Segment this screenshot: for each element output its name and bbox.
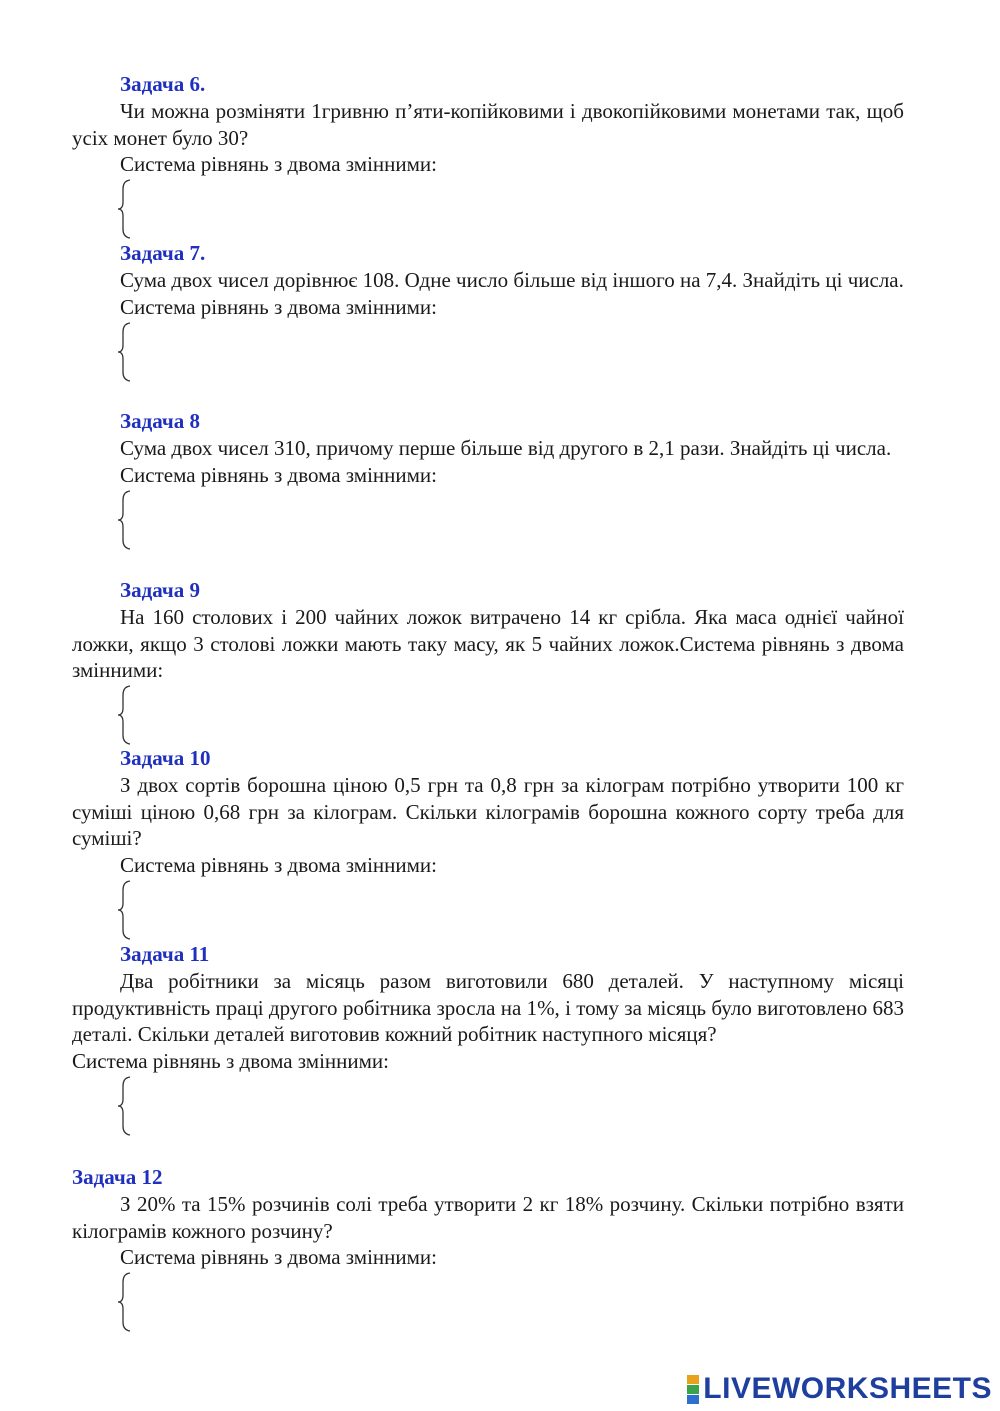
task-6 bbox=[72, 71, 904, 240]
task-12 bbox=[72, 1164, 904, 1333]
curly-brace-icon bbox=[116, 1271, 146, 1333]
task-title: Задача 6. bbox=[120, 72, 206, 96]
logo-block bbox=[687, 1385, 699, 1394]
logo-block bbox=[687, 1395, 699, 1404]
equation-system-answer[interactable] bbox=[116, 684, 146, 746]
system-label: Система рівнянь з двома змінними: bbox=[120, 294, 438, 319]
task-text: З двох сортів борошна ціною 0,5 грн та 0,8 грн за кілограм потрібно утворити 100 кг суміші ціною 0,68 грн за кілограм. Скільки кілограмів борошна кожного сорту треба для суміші? bbox=[72, 773, 904, 850]
task-text: Сума двох чисел 310, причому перше більше від другого в 2,1 рази. Знайдіть ці числа. bbox=[120, 436, 892, 460]
task-text: З 20% та 15% розчинів солі треба утворити 2 кг 18% розчину. Скільки потрібно взяти кілограмів кожного розчину? bbox=[72, 1192, 904, 1243]
logo-blocks-icon bbox=[687, 1375, 699, 1404]
system-label: Система рівнянь з двома змінними: bbox=[120, 852, 438, 877]
task-text: Чи можна розміняти 1гривню п’яти-копійковими і двокопійковими монетами так, щоб усіх монет було 30? bbox=[72, 99, 904, 150]
equation-system-answer[interactable] bbox=[116, 489, 146, 551]
task-11 bbox=[72, 941, 904, 1137]
equation-system-answer[interactable] bbox=[116, 879, 146, 941]
logo-text: LIVEWORKSHEETS bbox=[703, 1372, 992, 1405]
task-title: Задача 9 bbox=[120, 578, 200, 602]
task-8 bbox=[72, 408, 904, 551]
task-title: Задача 8 bbox=[120, 409, 200, 433]
task-title: Задача 11 bbox=[120, 942, 210, 966]
task-text: На 160 столових і 200 чайних ложок витрачено 14 кг срібла. Яка маса однієї чайної ложки, якщо 3 столові ложки мають таку масу, як 5 чайних ложок.Система рівнянь з двома змінними: bbox=[72, 605, 904, 682]
task-10 bbox=[72, 745, 904, 941]
task-title: Задача 10 bbox=[120, 746, 211, 770]
curly-brace-icon bbox=[116, 684, 146, 746]
task-text: Два робітники за місяць разом виготовили 680 деталей. У наступному місяці продуктивність праці другого робітника зросла на 1%, і тому за місяць було виготовлено 683 деталі. Скільки деталей виготовив кожний робітник наступного місяця? bbox=[72, 969, 904, 1046]
liveworksheets-logo bbox=[687, 1372, 992, 1406]
equation-system-answer[interactable] bbox=[116, 1271, 146, 1333]
system-label: Система рівнянь з двома змінними: bbox=[120, 152, 438, 176]
equation-system-answer[interactable] bbox=[116, 178, 146, 240]
equation-system-answer[interactable] bbox=[116, 1075, 146, 1137]
curly-brace-icon bbox=[116, 178, 146, 240]
system-label: Система рівнянь з двома змінними: bbox=[72, 1048, 390, 1073]
logo-block bbox=[687, 1375, 699, 1384]
equation-system-answer[interactable] bbox=[116, 321, 146, 383]
task-title: Задача 7. bbox=[120, 241, 206, 265]
task-text: Сума двох чисел дорівнює 108. Одне число більше від іншого на 7,4. Знайдіть ці числа. bbox=[120, 268, 904, 292]
curly-brace-icon bbox=[116, 879, 146, 941]
task-9 bbox=[72, 577, 904, 746]
task-7 bbox=[72, 240, 904, 383]
curly-brace-icon bbox=[116, 1075, 146, 1137]
curly-brace-icon bbox=[116, 489, 146, 551]
system-label: Система рівнянь з двома змінними: bbox=[120, 462, 438, 487]
task-title: Задача 12 bbox=[72, 1165, 163, 1189]
curly-brace-icon bbox=[116, 321, 146, 383]
system-label: Система рівнянь з двома змінними: bbox=[120, 1245, 438, 1269]
